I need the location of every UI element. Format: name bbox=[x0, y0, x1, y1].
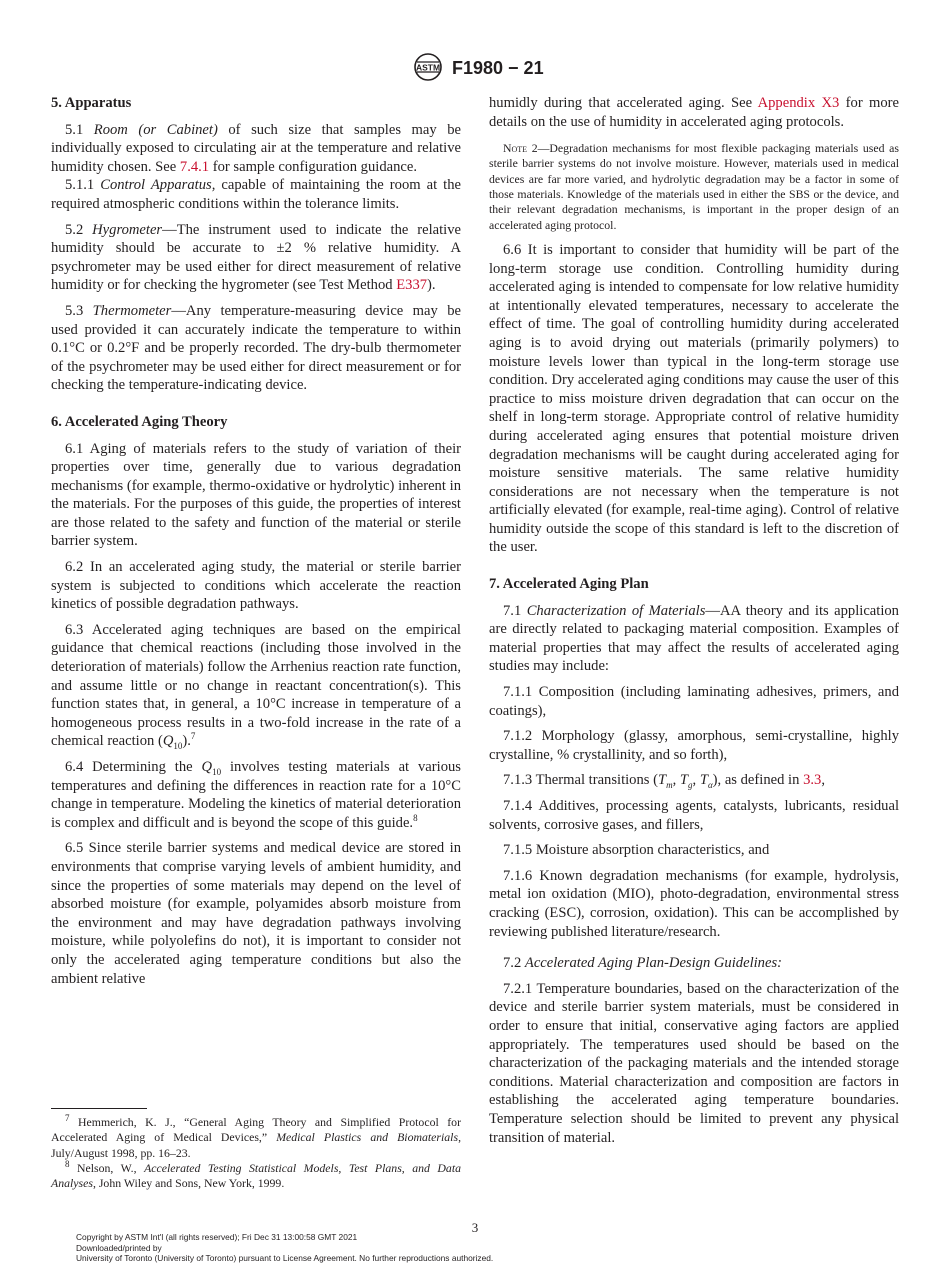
page-number: 3 bbox=[471, 1220, 479, 1235]
paragraph-7-1-6: 7.1.6 Known degradation mechanisms (for example, hydrolysis, metal ion oxidation (MIO), photo-degradation, environmental stress cracking (ESC), corrosion, oxidation). This can be accomplished by reviewing published literature/research. bbox=[489, 867, 899, 940]
paragraph-5-1-1: 5.1.1 Control Apparatus, capable of maintaining the room at the required atmospheric conditions within the tolerance limits. bbox=[51, 177, 462, 212]
paragraph-6-2: 6.2 In an accelerated aging study, the material or sterile barrier system is subjected to conditions which accelerate the reaction kinetics of possible degradation pathways. bbox=[51, 559, 461, 613]
paragraph-7-1-3: 7.1.3 Thermal transitions ($T_m$, $T_g$, $T_\alpha$), as defined in 3.3, bbox=[503, 772, 825, 791]
paragraph-7-1-5: 7.1.5 Moisture absorption characteristics, and bbox=[503, 842, 770, 859]
footnotes bbox=[51, 1108, 461, 1191]
logo-text: ASTM bbox=[415, 62, 441, 73]
copyright-notice bbox=[76, 1232, 493, 1264]
document-designation: F1980 − 21 bbox=[452, 58, 544, 78]
copyright-line-2: Downloaded/printed by bbox=[76, 1242, 162, 1253]
left-column bbox=[51, 94, 461, 988]
paragraph-7-1-4: 7.1.4 Additives, processing agents, catalysts, lubricants, residual solvents, corrosive gases, and fillers, bbox=[489, 798, 899, 833]
section-7-heading: 7. Accelerated Aging Plan bbox=[489, 576, 649, 593]
link-appendix-x3[interactable]: Appendix X3 bbox=[757, 95, 840, 111]
link-e337[interactable]: E337 bbox=[396, 277, 428, 294]
footnote-8: $^8$ Nelson, W., Accelerated Testing Statistical Models, Test Plans, and Data Analyses, John Wiley and Sons, New York, 1999. bbox=[51, 1158, 461, 1191]
paragraph-7-1: 7.1 Characterization of Materials—AA theory and its application are directly related to packaging material composition. Examples of material properties that may affect the results of accelerated aging studies may include: bbox=[489, 602, 899, 675]
right-column bbox=[489, 94, 899, 1147]
link-7-4-1[interactable]: 7.4.1 bbox=[179, 158, 210, 175]
copyright-line-1: Copyright by ASTM Int'l (all rights reserved); Fri Dec 31 13:00:58 GMT 2021 bbox=[76, 1232, 358, 1242]
paragraph-6-5: 6.5 Since sterile barrier systems and medical device are stored in environments that comprise varying levels of ambient humidity, and since the properties of some materials may depend on the level of absorbed moisture (for example, polyamides absorb moisture from the environment and may have degradation pathways involving moisture, while polyolefins do not), it is important to consider not only the accelerated aging temperature conditions but also the ambient relative bbox=[51, 840, 461, 987]
footnote-7: $^7$ Hemmerich, K. J., “General Aging Theory and Simplified Protocol for Accelerated Aging of Medical Devices,” Medical Plastics and Biomaterials, July/August 1998, pp. 16–23. bbox=[51, 1113, 462, 1160]
link-3-3[interactable]: 3.3 bbox=[803, 772, 822, 789]
paragraph-6-5-continued: humidly during that accelerated aging. See Appendix X3 for more details on the use of humidity in accelerated aging protocols. bbox=[489, 95, 899, 130]
paragraph-5-1: 5.1 Room (or Cabinet) of such size that samples may be individually exposed to circulating air at the temperature and relative humidity chosen. See 7.4.1 for sample configuration guidance. bbox=[51, 121, 461, 175]
paragraph-6-4: 6.4 Determining the $Q_{10}$ involves testing materials at various temperatures and defining the differences in reaction rate for a 10°C change in temperature. Modeling the kinetics of material deterioration is complex and difficult and is beyond the scope of this guide.$^8$ bbox=[51, 759, 461, 831]
paragraph-5-3: 5.3 Thermometer—Any temperature-measuring device may be used provided it can accurately indicate the temperature to within 0.1°C or 0.2°F and be properly recorded. The dry-bulb thermometer of the psychrometer may be used either for direct measurement or for checking the temperature-indicating device. bbox=[51, 302, 461, 394]
paragraph-6-6: 6.6 It is important to consider that humidity will be part of the long-term storage use condition. Controlling humidity during accelerated aging is intended to compensate for low relative humidity at intentionally elevated temperatures, necessary to accelerate the effect of time. The goal of controlling humidity during accelerated aging is to avoid drying out materials (primarily polymers) to moisture levels lower than typical in the long-term storage use condition. Dry accelerated aging conditions may cause the user of this practice to miss moisture driven degradation that can occur on the shelf in long-term storage. Appropriate control of relative humidity during accelerated aging ensures that potential moisture driven degradation mechanisms will be caught during accelerated aging for moisture sensitive materials. The same relative humidity considerations are not necessary when the temperature is not artificially elevated (for example, real-time aging). Control of relative humidity outside the scope of this standard is left to the discretion of the user. bbox=[489, 241, 899, 556]
section-6-heading: 6. Accelerated Aging Theory bbox=[51, 413, 228, 430]
astm-logo bbox=[410, 52, 446, 82]
paragraph-7-2: 7.2 Accelerated Aging Plan-Design Guidelines: bbox=[503, 955, 782, 972]
paragraph-7-1-2: 7.1.2 Morphology (glassy, amorphous, semi-crystalline, highly crystalline, % crystallinity, and so forth), bbox=[489, 728, 899, 763]
footnote-ref-7[interactable]: 7 bbox=[190, 731, 196, 742]
note-2: Note 2—Degradation mechanisms for most flexible packaging materials used as sterile barrier systems do not involve moisture. However, materials used in medical devices are far more varied, and hydrolytic degradation may be a factor in some of those materials. Knowledge of the materials used in either the SBS or the device, and their relevant degradation mechanisms, is important in the proper design of an accelerated aging protocol. bbox=[489, 141, 899, 232]
footnote-ref-8[interactable]: 8 bbox=[413, 812, 418, 823]
paragraph-7-1-1: 7.1.1 Composition (including laminating adhesives, primers, and coatings), bbox=[489, 684, 899, 719]
paragraph-7-2-1: 7.2.1 Temperature boundaries, based on the characterization of the device and sterile barrier system materials, must be considered in order to ensure that initial, conservative aging factors are applied appropriately. The temperatures used should be based on the characterization of the packaging materials and the intended storage conditions. Material characterization and composition are factors in establishing the accelerated aging temperature boundaries. Temperature selection should be limited to prevent any physical transition of material. bbox=[489, 980, 899, 1146]
paragraph-5-2: 5.2 Hygrometer—The instrument used to indicate the relative humidity should be accurate to ±2 % relative humidity. A psychrometer may be used either for direct measurement of relative humidity or for checking the hygrometer (see Test Method E337). bbox=[51, 221, 461, 294]
paragraph-6-3: 6.3 Accelerated aging techniques are based on the empirical guidance that chemical reactions (including those involved in the deterioration of materials) follow the Arrhenius reaction rate function, and assume little or no change in reactant concentration(s). This function states that, in general, a 10°C increase in temperature of a homogeneous process results in a two-fold increase in the rate of a chemical reaction $(Q_{10}).^7$ bbox=[51, 621, 461, 752]
copyright-line-3: University of Toronto (University of Toronto) pursuant to License Agreement. No further reproductions authorized. bbox=[76, 1253, 494, 1263]
section-5-heading: 5. Apparatus bbox=[51, 95, 132, 111]
footnote-rule bbox=[51, 1108, 147, 1109]
paragraph-6-1: 6.1 Aging of materials refers to the study of variation of their properties over time, generally due to various degradation mechanisms (for example, thermo-oxidative or hydrolytic) inherent in the materials. For the purposes of this guide, the properties of interest are those related to the safety and function of the material or sterile barrier system. bbox=[51, 440, 461, 550]
